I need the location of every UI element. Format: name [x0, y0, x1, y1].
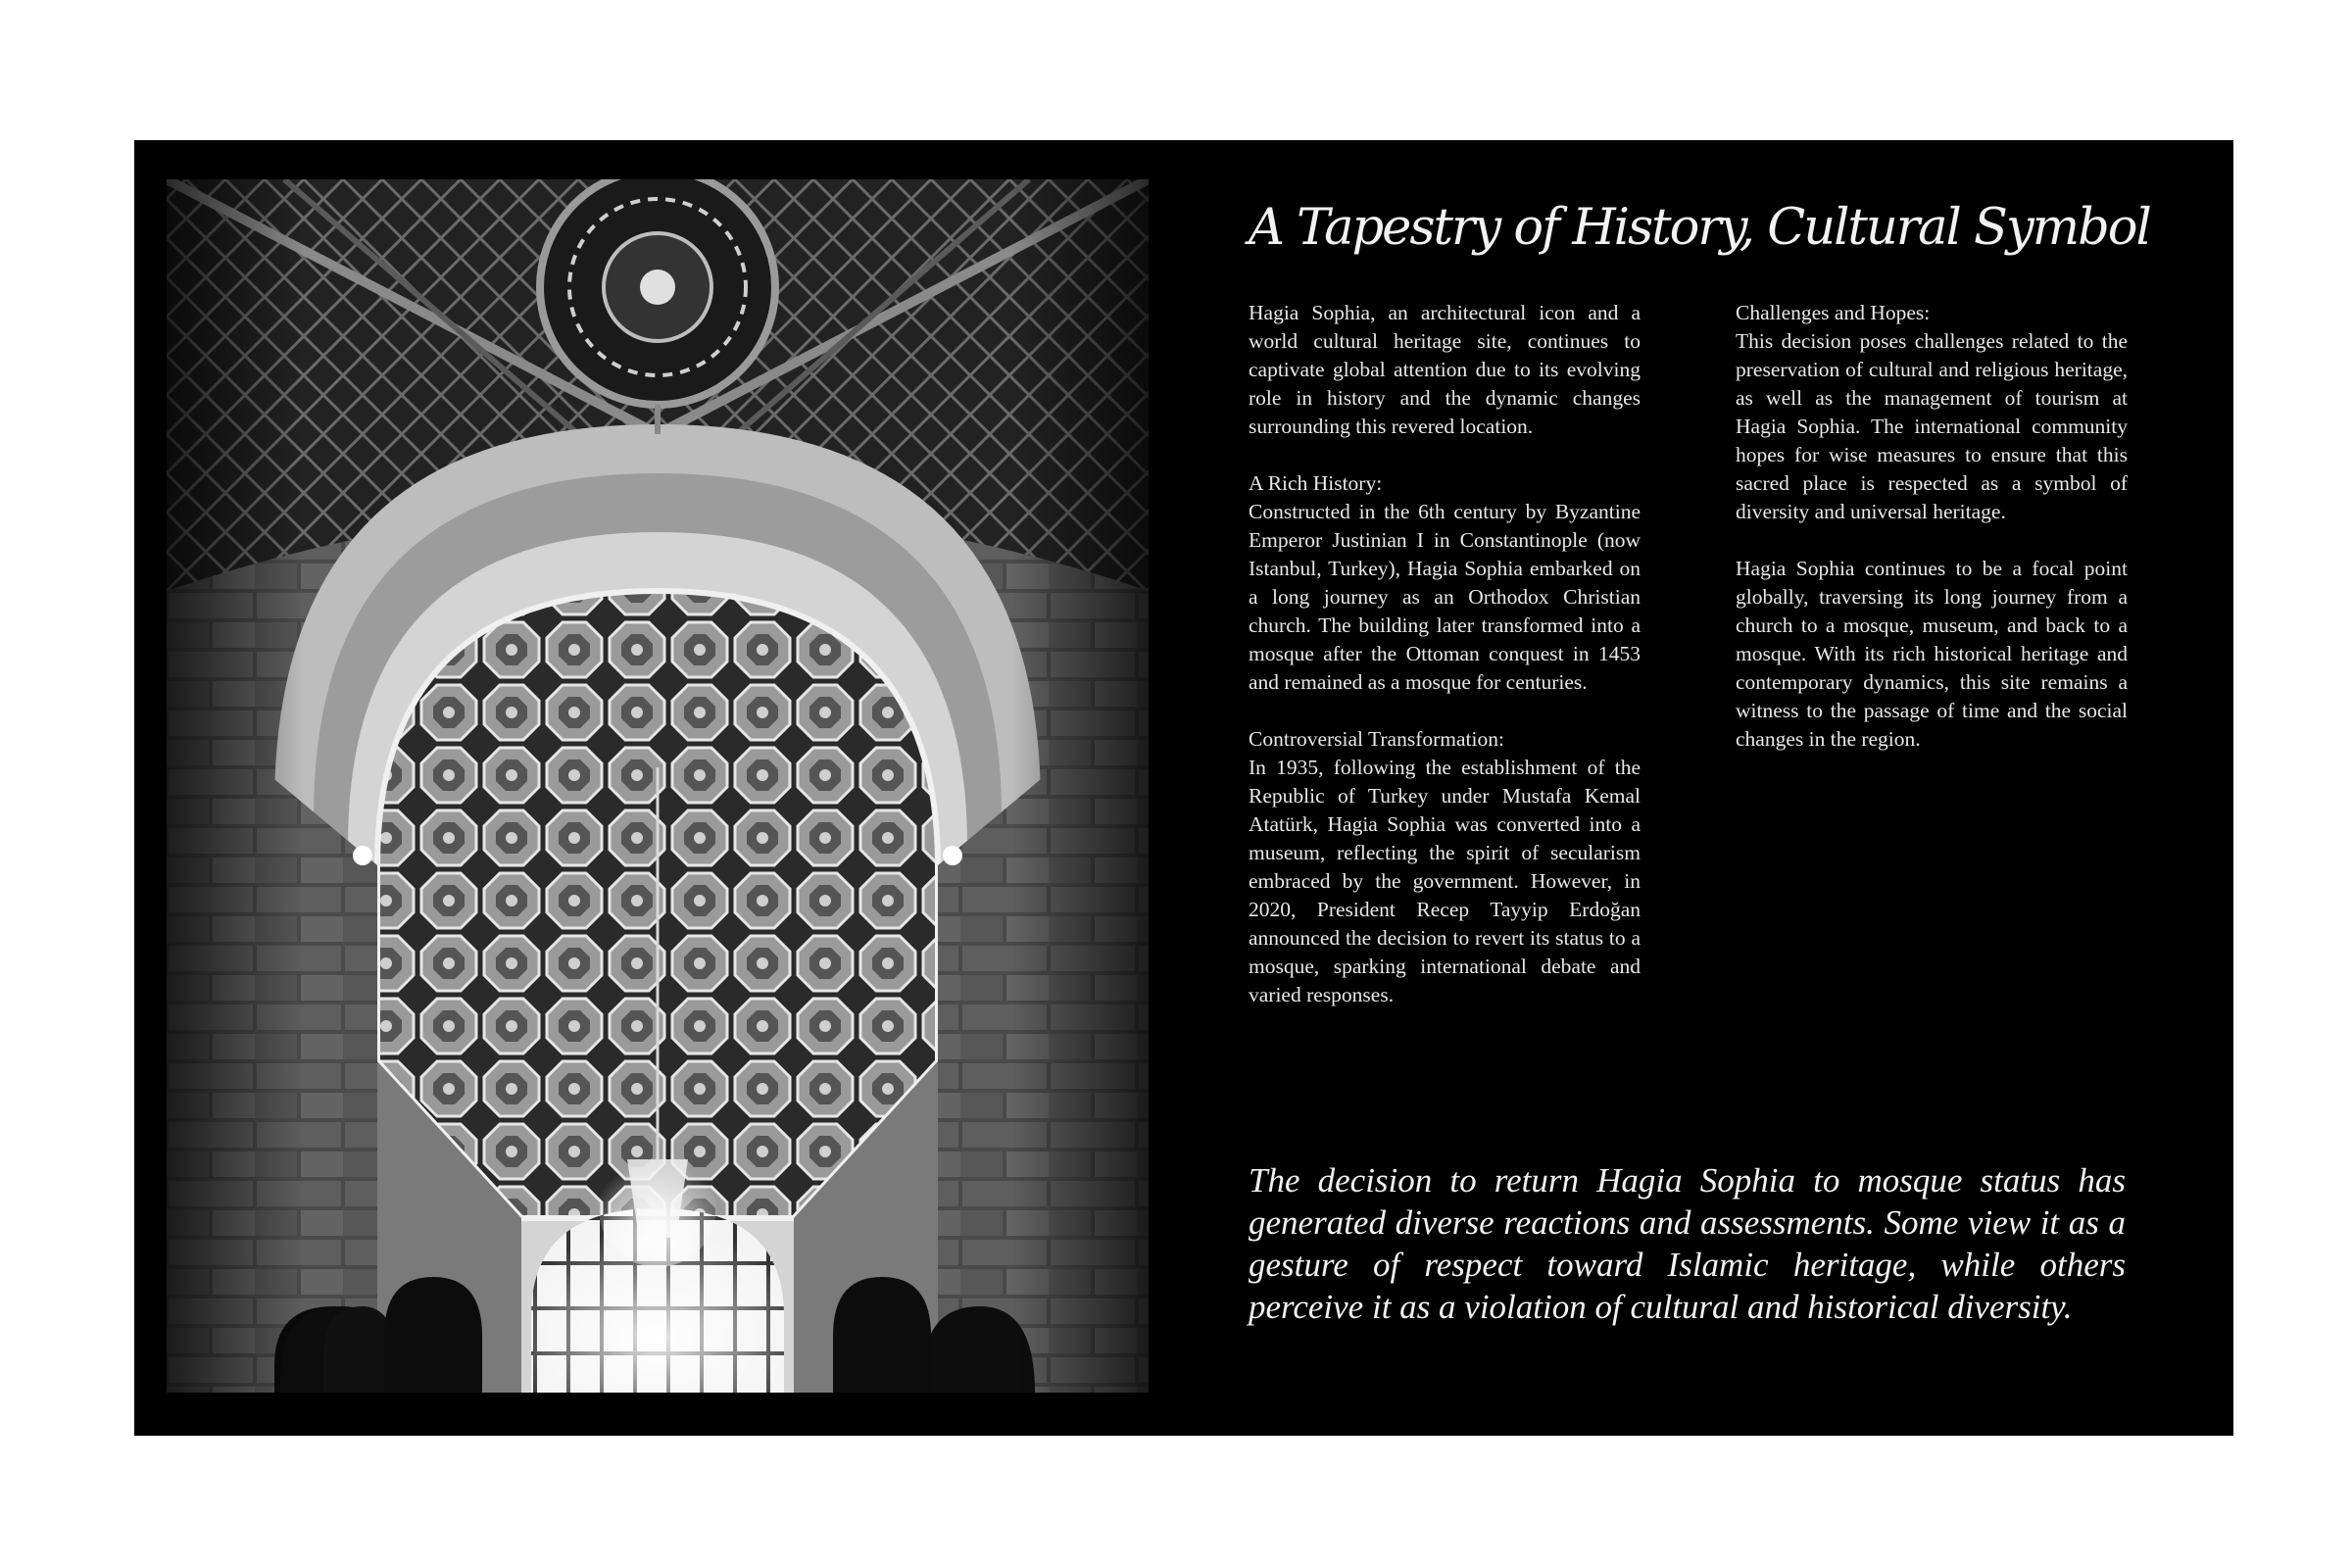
- closing-paragraph: Hagia Sophia continues to be a focal point globally, traversing its long journey from a church to a mosque, museum, and back to a mosque. With its rich historical heritage and contemporary dynamics, this site remains a witness to the passage of time and the social changes in the region.: [1736, 557, 2128, 751]
- vaulted-ceiling-illustration: [167, 179, 1149, 1393]
- vaulted-ceiling-photo: [167, 179, 1149, 1393]
- content-panel: [134, 140, 2233, 1436]
- transformation-heading: Controversial Transformation:: [1249, 727, 1504, 751]
- page-title: A Tapestry of History, Cultural Symbol: [1249, 199, 2150, 257]
- challenges-body: This decision poses challenges related to the preservation of cultural and religious heritage, as well as the management of tourism at Hagia Sophia. The international community hopes for wise measures to ensure that this sacred place is respected as a symbol of diversity and universal heritage.: [1736, 329, 2128, 523]
- transformation-section: [1249, 725, 1641, 1009]
- transformation-body: In 1935, following the establishment of the Republic of Turkey under Mustafa Kemal Atatürk, Hagia Sophia was converted into a museum, reflecting the spirit of secularism embraced by the government. However, in 2020, President Recep Tayyip Erdoğan announced the decision to revert its status to a mosque, sparking international debate and varied responses.: [1249, 756, 1641, 1006]
- rich-history-body: Constructed in the 6th century by Byzantine Emperor Justinian I in Constantinople (now Istanbul, Turkey), Hagia Sophia embarked on a long journey as an Orthodox Christian church. The building later transformed into a mosque after the Ottoman conquest in 1453 and remained as a mosque for centuries.: [1249, 500, 1641, 694]
- challenges-heading: Challenges and Hopes:: [1736, 301, 1931, 324]
- rich-history-heading: A Rich History:: [1249, 471, 1383, 495]
- right-text-column: [1736, 299, 2128, 782]
- challenges-section: [1736, 299, 2128, 526]
- left-text-column: [1249, 299, 1641, 1038]
- rich-history-section: [1249, 469, 1641, 697]
- intro-paragraph: Hagia Sophia, an architectural icon and a world cultural heritage site, continues to captivate global attention due to its evolving role in history and the dynamic changes surrounding this revered location.: [1249, 301, 1641, 438]
- pull-quote: The decision to return Hagia Sophia to mosque status has generated diverse reactions and assessments. Some view it as a gesture of respect toward Islamic heritage, while others perceive it as a violation of cultural and historical diversity.: [1249, 1161, 2126, 1326]
